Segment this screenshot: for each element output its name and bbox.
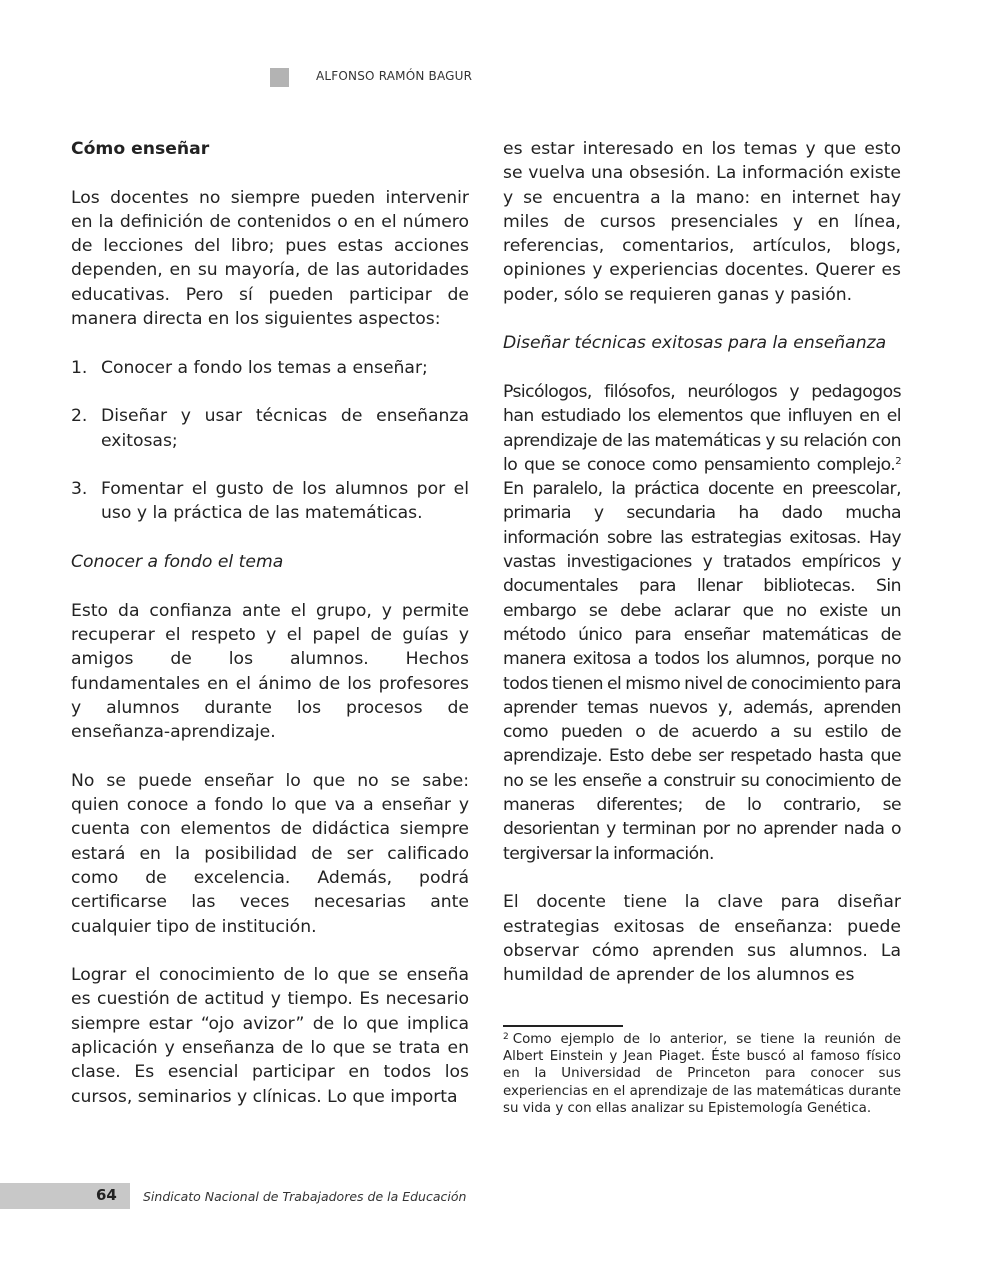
- paragraph-text-after-note: En paralelo, la práctica docente en preescolar, primaria y secundaria ha dado mucha información sobre las estrategias exitosas. Hay vastas investigaciones y tratados empíricos y documentales para llenar bibliotecas. Sin embargo se debe aclarar que no existe un método único para enseñar matemáticas de manera exitosa a todos los alumnos, porque no todos tienen el mismo nivel de conocimiento para aprender temas nuevos y, además, aprenden como pueden o de acuerdo a su estilo de aprendizaje. Esto debe ser respetado hasta que no se les enseñe a construir su conocimiento de maneras diferentes; de lo contrario, se desorientan y terminan por no aprender nada o tergiversar la información.: [503, 479, 901, 864]
- body-paragraph: Esto da confianza ante el grupo, y permite recuperar el respeto y el papel de guías y amigos de los alumnos. Hechos fundamentales en el ánimo de los profesores y alumnos durante los procesos de enseñanza-aprendizaje.: [71, 600, 469, 743]
- subheading-conocer: Conocer a fondo el tema: [71, 552, 284, 573]
- list-item-text: Fomentar el gusto de los alumnos por el uso y la práctica de las matemáticas.: [101, 479, 469, 524]
- footnote-text: Como ejemplo de lo anterior, se tiene la reunión de Albert Einstein y Jean Piaget. Éste buscó al famoso físico en la Universidad de Princeton para conocer sus experiencias en el aprendizaje de las matemáticas durante su vida y con ellas analizar su Epistemología Genética.: [503, 1032, 901, 1116]
- footnote-reference: 2: [895, 455, 901, 467]
- body-paragraph: No se puede enseñar lo que no se sabe: quien conoce a fondo lo que va a enseñar y cuenta con elementos de didáctica siempre estará en la posibilidad de ser calificado como de excelencia. Además, podrá certificarse las veces necesarias ante cualquier tipo de institución.: [71, 770, 469, 937]
- footnote-divider: [503, 1025, 623, 1027]
- list-item-text: Diseñar y usar técnicas de enseñanza exitosas;: [101, 406, 469, 451]
- body-paragraph-with-note: [503, 380, 901, 866]
- page-number: 64: [96, 1186, 117, 1204]
- body-paragraph: El docente tiene la clave para diseñar estrategias exitosas de enseñanza: puede observar cómo aprenden sus alumnos. La humildad de aprender de los alumnos es: [503, 892, 901, 986]
- section-title: Cómo enseñar: [71, 139, 210, 159]
- list-item-number: 3.: [71, 479, 88, 500]
- aspects-list: [71, 356, 469, 526]
- continuation-paragraph: es estar interesado en los temas y que esto se vuelva una obsesión. La información existe y se encuentra a la mano: en internet hay miles de cursos presenciales y en línea, referencias, comentarios, artículos, blogs, opiniones y experiencias docentes. Querer es poder, sólo se requieren ganas y pasión.: [503, 139, 901, 305]
- running-header-author: ALFONSO RAMÓN BAGUR: [316, 69, 473, 83]
- footnote: [503, 1031, 901, 1117]
- list-item: [71, 477, 469, 526]
- body-paragraph: Lograr el conocimiento de lo que se enseña es cuestión de actitud y tiempo. Es necesario siempre estar “ojo avizor” de lo que implica aplicación y enseñanza de lo que se trata en clase. Es esencial participar en todos los cursos, seminarios y clínicas. Lo que importa: [71, 965, 469, 1107]
- right-column: [503, 137, 901, 1012]
- footer-publisher: Sindicato Nacional de Trabajadores de la Educación: [143, 1189, 467, 1204]
- list-item-text: Conocer a fondo los temas a enseñar;: [101, 357, 428, 378]
- list-item: [71, 356, 469, 380]
- left-column: [71, 137, 469, 1133]
- header-square: [270, 68, 289, 87]
- paragraph-text-before-note: Psicólogos, filósofos, neurólogos y pedagogos han estudiado los elementos que influyen en el aprendizaje de las matemáticas y su relación con lo que se conoce como pensamiento complejo.: [503, 381, 901, 475]
- intro-paragraph: Los docentes no siempre pueden intervenir en la definición de contenidos o en el número de lecciones del libro; pues estas acciones dependen, en su mayoría, de las autoridades educativas. Pero sí pueden participar de manera directa en los siguientes aspectos:: [71, 187, 469, 330]
- list-item-number: 1.: [71, 357, 88, 378]
- footnote-number: 2: [503, 1032, 509, 1042]
- list-item: [71, 404, 469, 453]
- list-item-number: 2.: [71, 406, 88, 427]
- subheading-disenar: Diseñar técnicas exitosas para la enseñanza: [503, 333, 887, 354]
